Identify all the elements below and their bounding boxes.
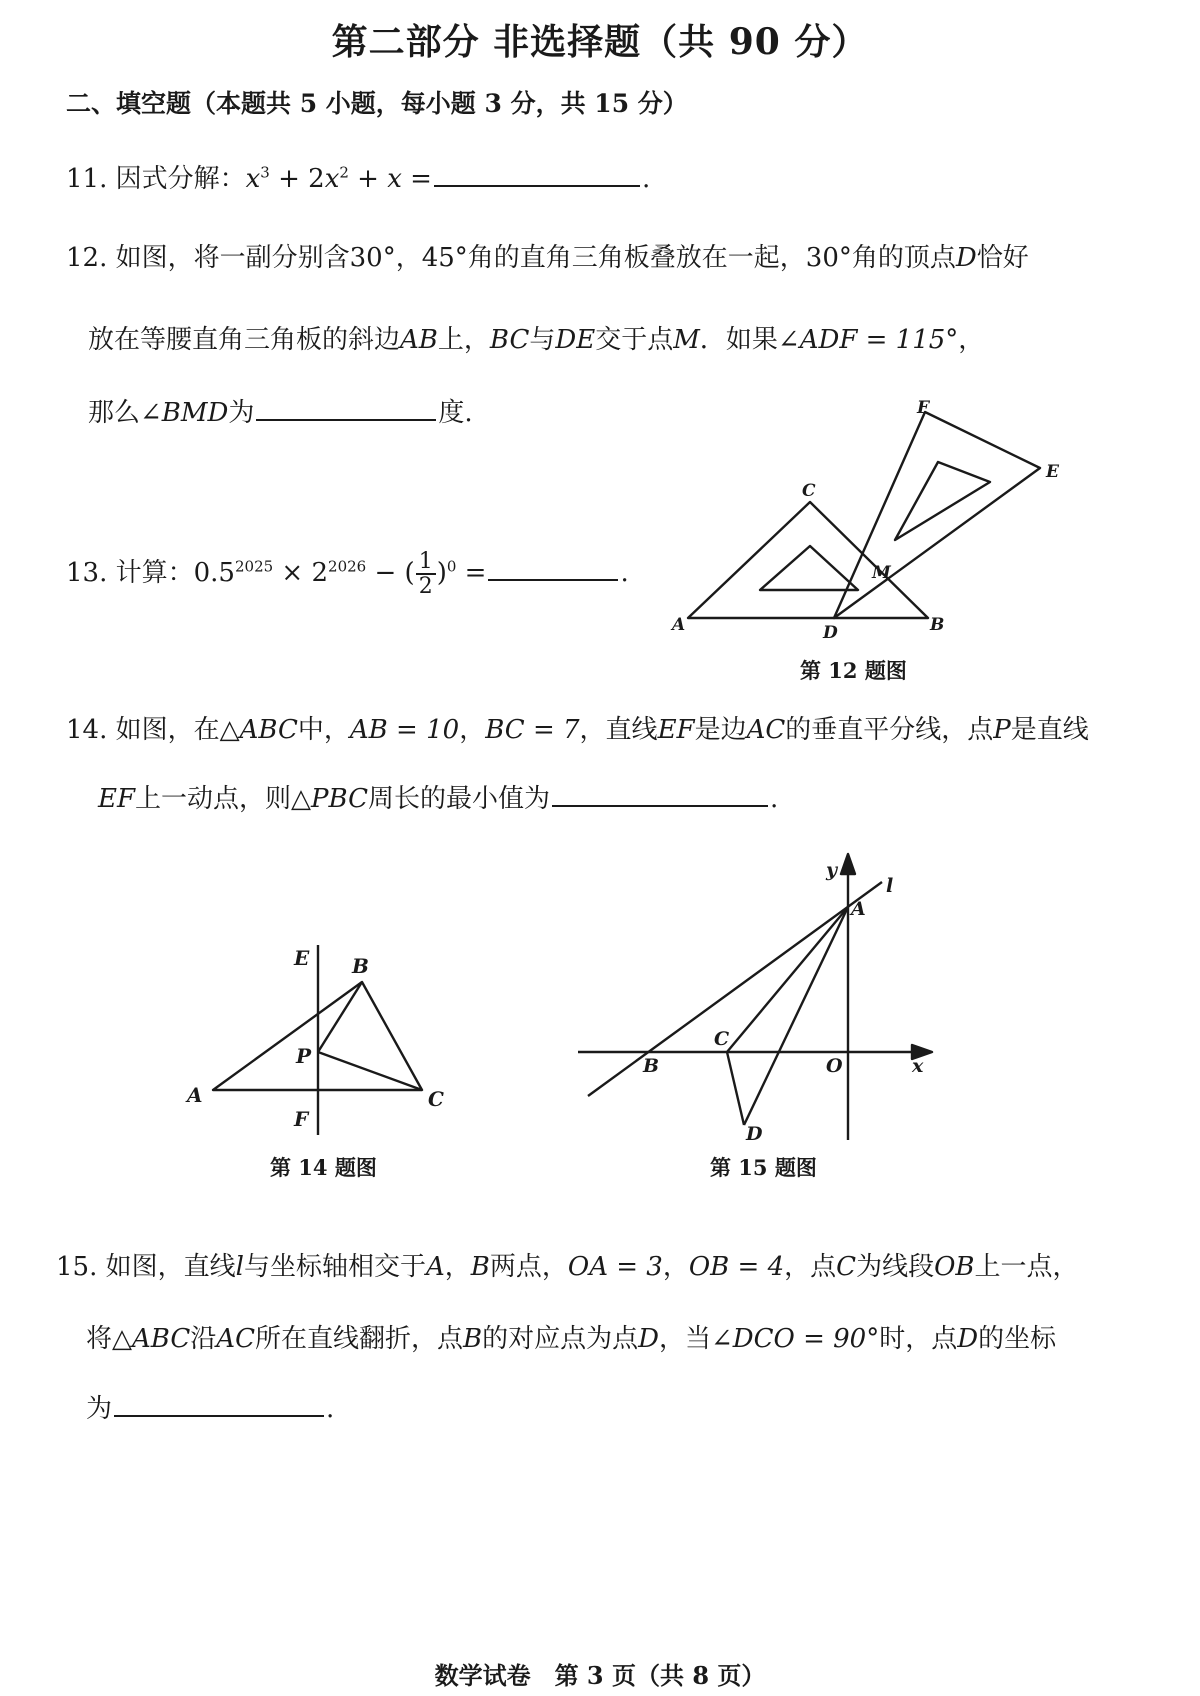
question-11 bbox=[66, 163, 651, 194]
q13-prefix: 13. 计算： bbox=[66, 558, 194, 589]
fig12-triangle-30-inner bbox=[895, 462, 990, 540]
q14-triangle: △ABC bbox=[219, 715, 298, 745]
q14-bc: BC = 7 bbox=[485, 715, 580, 745]
fig12-label-M: M bbox=[872, 563, 891, 583]
fig14-segment-PC bbox=[318, 1052, 422, 1090]
q15-var: B bbox=[462, 1324, 483, 1354]
q14-text: 周长的最小值为 bbox=[368, 784, 551, 814]
q14-var: EF bbox=[657, 715, 695, 745]
q15-text: 的坐标 bbox=[978, 1324, 1057, 1354]
q15-answer-blank[interactable] bbox=[114, 1411, 324, 1417]
q12-condition: ∠ADF = 115° bbox=[777, 325, 959, 355]
q14-triangle: △PBC bbox=[291, 784, 369, 814]
fig12-triangle-45-inner bbox=[760, 546, 858, 590]
q14-text: 是边 bbox=[694, 715, 747, 745]
q12-text: 度. bbox=[438, 398, 473, 428]
q15-text: ， bbox=[444, 1252, 471, 1282]
fig15-label-C: C bbox=[714, 1028, 730, 1050]
q12-text: 恰好 bbox=[976, 243, 1029, 273]
q12-var: BC bbox=[489, 325, 530, 355]
q15-text: ，当 bbox=[658, 1324, 711, 1354]
fig14-label-E: E bbox=[294, 946, 310, 970]
q14-answer-blank[interactable] bbox=[552, 801, 768, 807]
q15-text: 为线段 bbox=[856, 1252, 935, 1282]
q14-text: . bbox=[770, 784, 779, 814]
q12-text: 为 bbox=[228, 398, 255, 428]
q12-text: 放在等腰直角三角板的斜边 bbox=[88, 325, 401, 355]
q15-var: D bbox=[957, 1324, 979, 1354]
q12-text: ．如果 bbox=[699, 325, 778, 355]
fig14-label-A: A bbox=[187, 1083, 203, 1107]
fig15-label-y: y bbox=[826, 859, 838, 881]
fig15-segment-CD bbox=[727, 1052, 744, 1125]
fig15-caption: 第 15 题图 bbox=[710, 1155, 817, 1180]
q14-text: 中， bbox=[297, 715, 350, 745]
q15-text: 上一点， bbox=[974, 1252, 1079, 1282]
q13-expression: $0.5^{2025} \times 2^{2026}$ − ( $\frac{1}{2}$ )$^0$ = bbox=[193, 549, 487, 600]
q14-ab: AB = 10 bbox=[349, 715, 460, 745]
fig15-label-B: B bbox=[643, 1055, 660, 1077]
fig12-caption: 第 12 题图 bbox=[800, 658, 907, 683]
q15-text: 所在直线翻折，点 bbox=[254, 1324, 463, 1354]
q11-expression: $x^3 + 2x^2 + x$ = bbox=[245, 163, 432, 194]
fig14-label-F: F bbox=[294, 1107, 309, 1131]
fig15-label-O: O bbox=[826, 1055, 843, 1077]
q12-text: 上， bbox=[437, 325, 490, 355]
q14-var: EF bbox=[98, 784, 136, 814]
q15-text: 与坐标轴相交于 bbox=[243, 1252, 426, 1282]
figure-14 bbox=[180, 935, 460, 1145]
fig15-label-x: x bbox=[912, 1055, 924, 1077]
q15-text: 为 bbox=[86, 1394, 113, 1424]
page-footer: 数学试卷 第 3 页（共 8 页） bbox=[434, 1661, 766, 1690]
page-title: 第二部分 非选择题（共 90 分） bbox=[331, 21, 869, 63]
fig14-label-B: B bbox=[352, 954, 369, 978]
question-14-line-2 bbox=[98, 786, 778, 812]
q12-text: ， bbox=[958, 325, 985, 355]
q14-text: 14. 如图，在 bbox=[66, 715, 220, 745]
q15-ob: OB = 4 bbox=[688, 1252, 785, 1282]
q15-oa: OA = 3 bbox=[567, 1252, 663, 1282]
question-12-line-2 bbox=[88, 327, 984, 353]
fig12-label-A: A bbox=[672, 615, 686, 635]
q12-text: 那么 bbox=[88, 398, 141, 428]
q15-text: 沿 bbox=[190, 1324, 217, 1354]
fig12-triangle-45 bbox=[688, 502, 928, 618]
fig12-label-E: E bbox=[1046, 462, 1059, 482]
fig12-label-C: C bbox=[802, 481, 816, 501]
q15-text: . bbox=[326, 1394, 335, 1424]
q14-text: 上一动点，则 bbox=[135, 784, 292, 814]
fig12-label-F: F bbox=[917, 398, 930, 418]
question-14-line-1 bbox=[66, 717, 1089, 743]
q15-text: ， bbox=[662, 1252, 689, 1282]
q13-answer-blank[interactable] bbox=[488, 575, 618, 581]
question-15-line-3 bbox=[86, 1396, 334, 1422]
q12-var-D: D bbox=[955, 243, 977, 273]
q15-text: 的对应点为点 bbox=[482, 1324, 639, 1354]
fig14-label-P: P bbox=[296, 1044, 312, 1068]
q15-var: OB bbox=[934, 1252, 975, 1282]
q11-answer-blank[interactable] bbox=[434, 181, 640, 187]
figure-15 bbox=[570, 845, 940, 1145]
q15-var: l bbox=[235, 1252, 244, 1282]
q13-suffix: . bbox=[620, 558, 629, 589]
q11-prefix: 11. 因式分解： bbox=[66, 164, 246, 194]
q11-suffix: . bbox=[641, 164, 651, 194]
question-13 bbox=[66, 550, 629, 598]
q12-angle: ∠BMD bbox=[140, 398, 229, 428]
q14-var: P bbox=[993, 715, 1011, 745]
q12-var: DE bbox=[555, 325, 596, 355]
q15-text: 两点， bbox=[489, 1252, 568, 1282]
question-12-line-1 bbox=[66, 245, 1029, 271]
q12-answer-blank[interactable] bbox=[256, 415, 436, 421]
fig15-y-arrow bbox=[841, 854, 855, 874]
fig14-label-C: C bbox=[428, 1087, 444, 1111]
fig12-label-B: B bbox=[930, 615, 945, 635]
q14-text: 是直线 bbox=[1010, 715, 1089, 745]
q15-var: C bbox=[836, 1252, 857, 1282]
q15-var: A bbox=[425, 1252, 445, 1282]
q12-var: M bbox=[673, 325, 700, 355]
q15-triangle: △ABC bbox=[112, 1324, 191, 1354]
q14-text: ，直线 bbox=[579, 715, 658, 745]
fig15-label-A: A bbox=[851, 898, 866, 920]
question-15-line-2 bbox=[86, 1326, 1056, 1352]
q12-var: AB bbox=[400, 325, 438, 355]
fig15-label-l: l bbox=[886, 875, 894, 897]
q14-text: 的垂直平分线，点 bbox=[785, 715, 994, 745]
q15-var: B bbox=[470, 1252, 490, 1282]
question-12-line-3 bbox=[88, 400, 473, 426]
figure-12 bbox=[660, 390, 1080, 650]
q15-text: 将 bbox=[86, 1324, 113, 1354]
fig14-caption: 第 14 题图 bbox=[270, 1155, 377, 1180]
fig15-segment-AD bbox=[744, 907, 848, 1125]
q15-text: 时，点 bbox=[879, 1324, 958, 1354]
q15-var: D bbox=[638, 1324, 659, 1354]
q14-text: ， bbox=[459, 715, 486, 745]
q15-angle: ∠DCO = 90° bbox=[710, 1324, 880, 1354]
section-heading: 二、填空题（本题共 5 小题，每小题 3 分，共 15 分） bbox=[66, 89, 688, 118]
q12-text: 交于点 bbox=[595, 325, 674, 355]
fig15-label-D: D bbox=[746, 1123, 763, 1145]
fig14-segment-PB bbox=[318, 982, 362, 1052]
q12-text: 与 bbox=[529, 325, 556, 355]
question-15-line-1 bbox=[56, 1254, 1079, 1280]
fig15-segment-AC bbox=[727, 907, 848, 1052]
q15-text: 15. 如图，直线 bbox=[56, 1252, 236, 1282]
q14-var: AC bbox=[746, 715, 786, 745]
q15-text: ，点 bbox=[784, 1252, 837, 1282]
q15-var: AC bbox=[216, 1324, 255, 1354]
q12-text: 12. 如图，将一副分别含30°，45°角的直角三角板叠放在一起，30°角的顶点 bbox=[66, 243, 956, 273]
fig12-label-D: D bbox=[823, 623, 838, 643]
